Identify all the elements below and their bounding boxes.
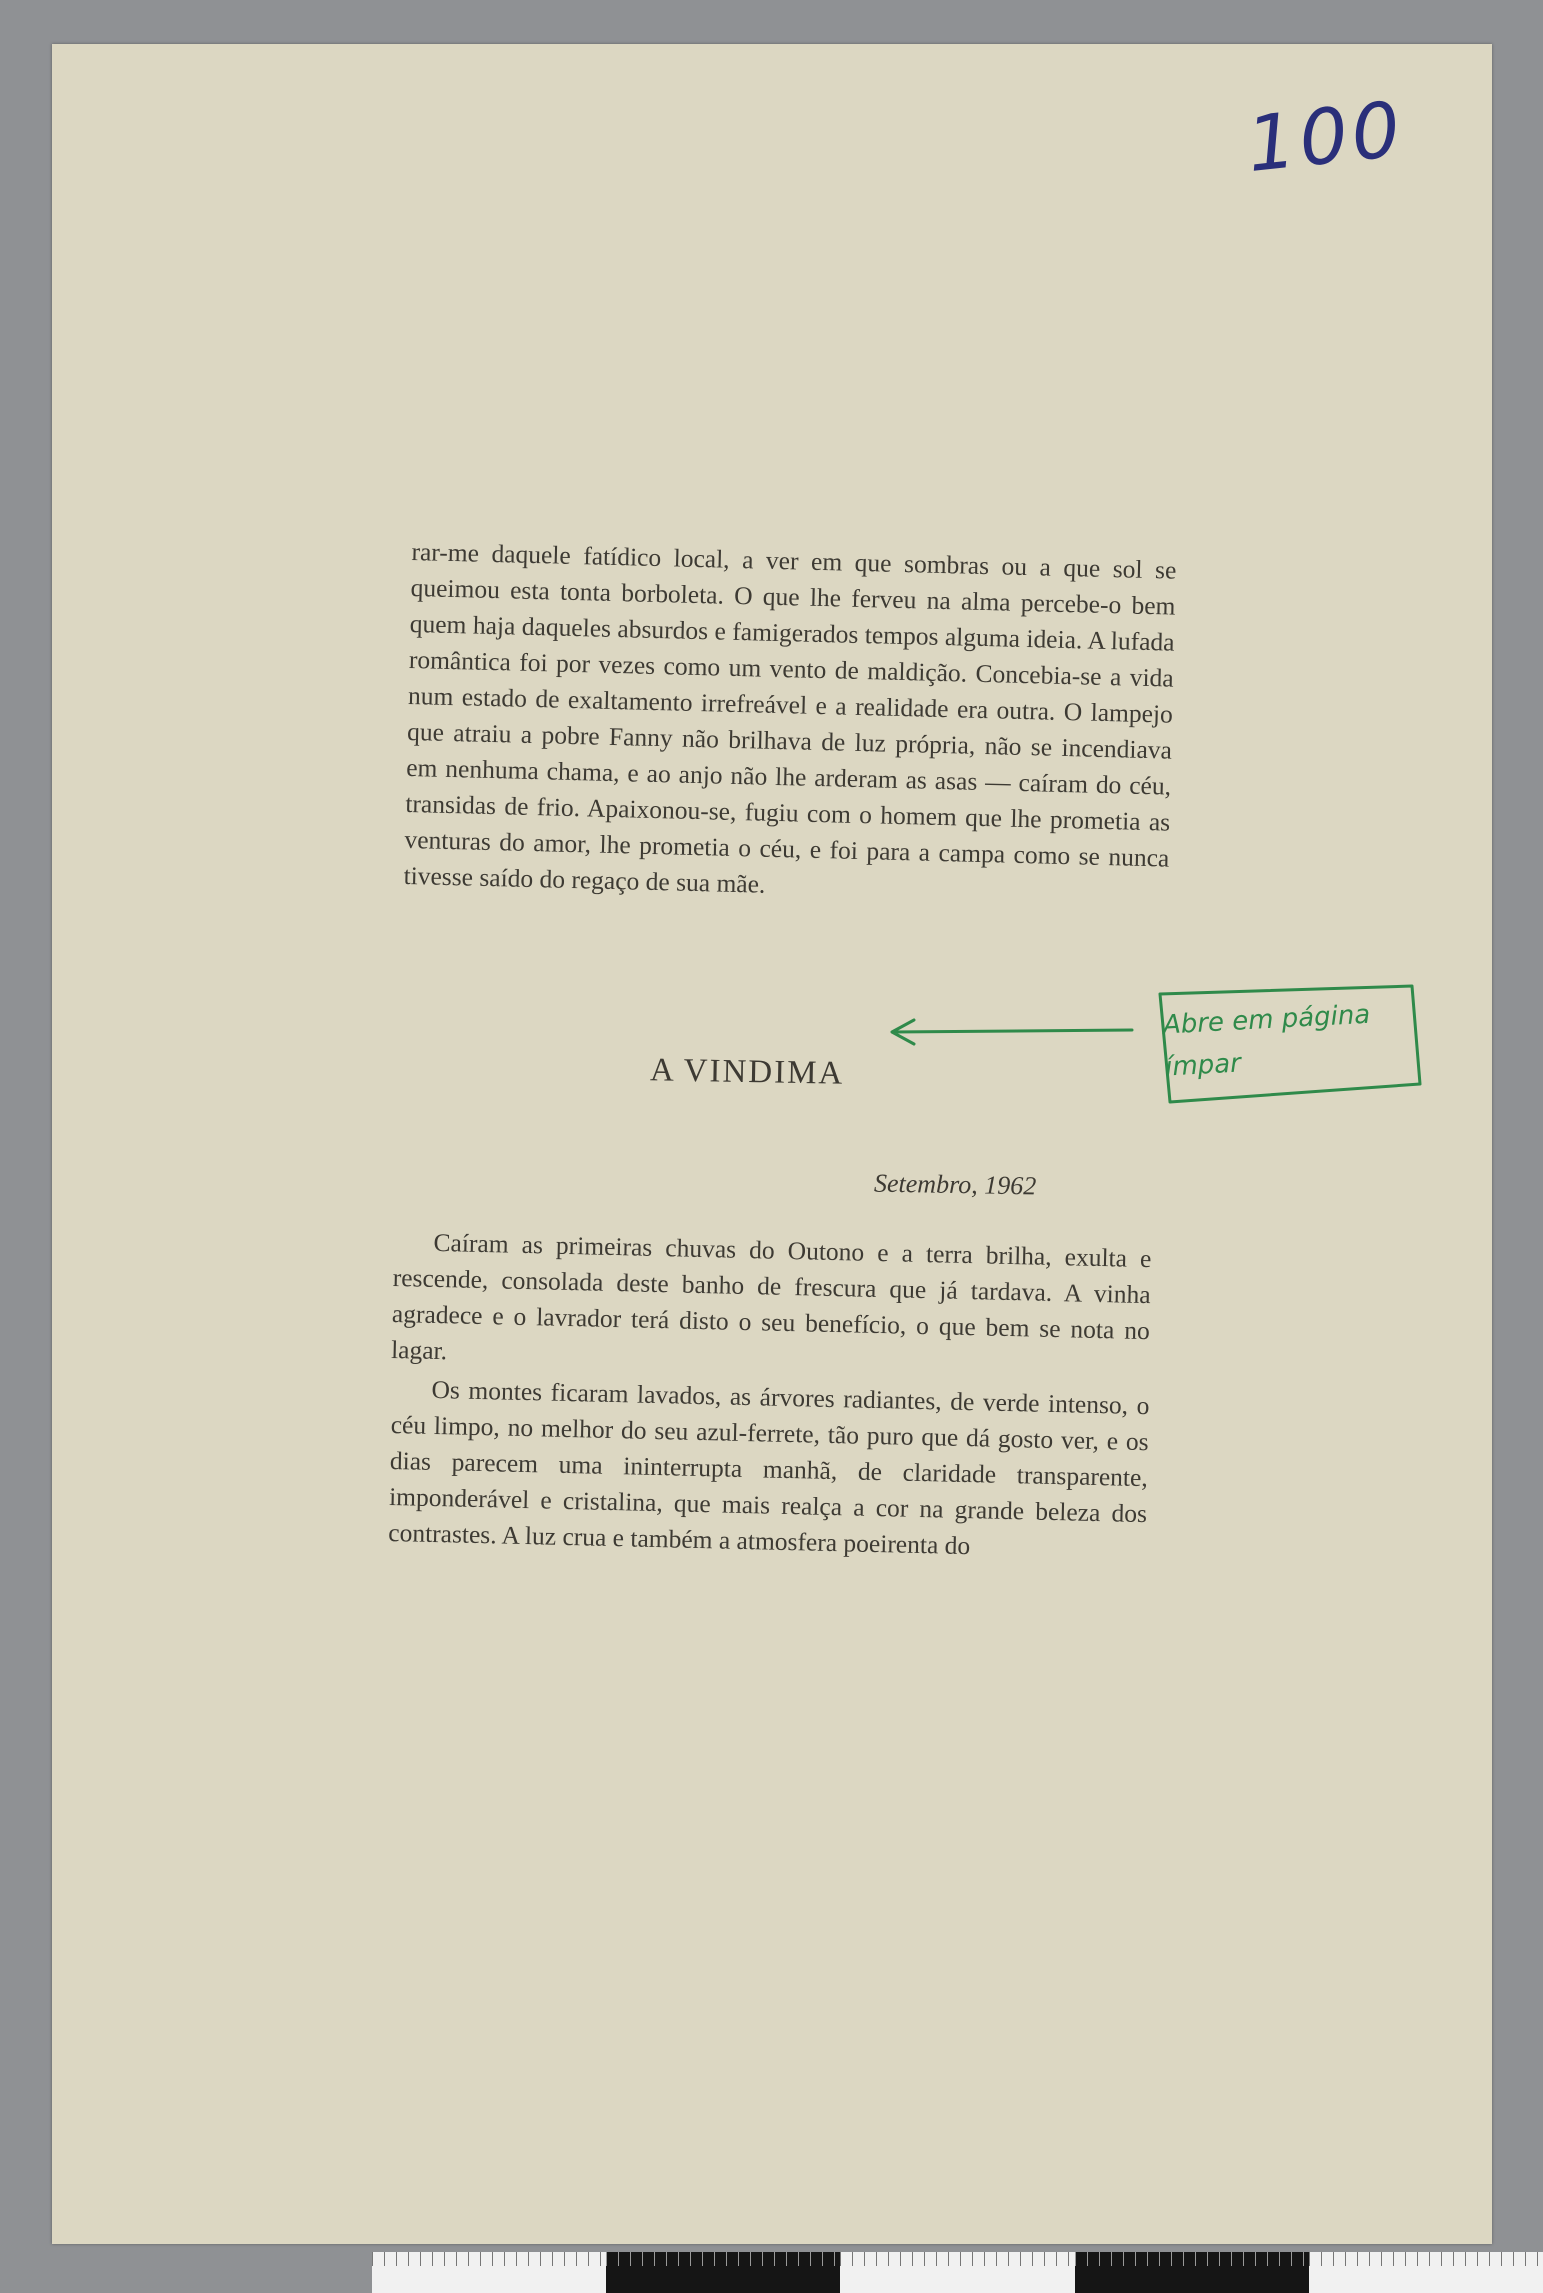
page-number: 100 xyxy=(1242,84,1409,189)
body-paragraph-1: Caíram as primeiras chuvas do Outono e a terra brilha, exulta e rescende, consolada deste banho de frescura que já tardava. A vinha agradece e o lavrador terá disto o seu benefício, o que bem se nota no lagar. xyxy=(390,1227,1152,1366)
dateline: Setembro, 1962 xyxy=(873,1168,1037,1201)
measurement-ruler xyxy=(372,2252,1543,2293)
document-page xyxy=(52,44,1492,2244)
body-paragraph-2: Os montes ficaram lavados, as árvores radiantes, de verde intenso, o céu limpo, no melhor do seu azul-ferrete, tão puro que dá gosto ver, e os dias parecem uma ininterrupta manhã, de claridade transparente, imponderável e cristalina, que mais realça a cor na grande beleza dos contrastes. A luz crua e também a atmosfera poeirenta do xyxy=(388,1374,1150,1561)
continued-paragraph: rar-me daquele fatídico local, a ver em que sombras ou a que sol se queimou esta tonta borboleta. O que lhe ferveu na alma percebe-o bem quem haja daqueles absurdos e famigerados tempos alguma ideia. A lufada romântica foi por vezes como um vento de maldição. Concebia-se a vida num estado de exaltamento irrefreável e a realidade era outra. O lampejo que atraiu a pobre Fanny não brilhava de luz própria, não se incendiava em nenhuma chama, e ao anjo não lhe arderam as asas — caíram do céu, transidas de frio. Apaixonou-se, fugiu com o homem que lhe prometia as venturas do amor, lhe prometia o céu, e foi para a campa como se nunca tivesse saído do regaço de sua mãe. xyxy=(403,536,1177,899)
annotation-text: Abre em página ímpar xyxy=(1162,999,1371,1083)
annotation-arrow-icon xyxy=(892,1020,1132,1044)
handwritten-annotation-marks xyxy=(52,44,1492,2244)
section-title: A VINDIMA xyxy=(649,1052,845,1092)
